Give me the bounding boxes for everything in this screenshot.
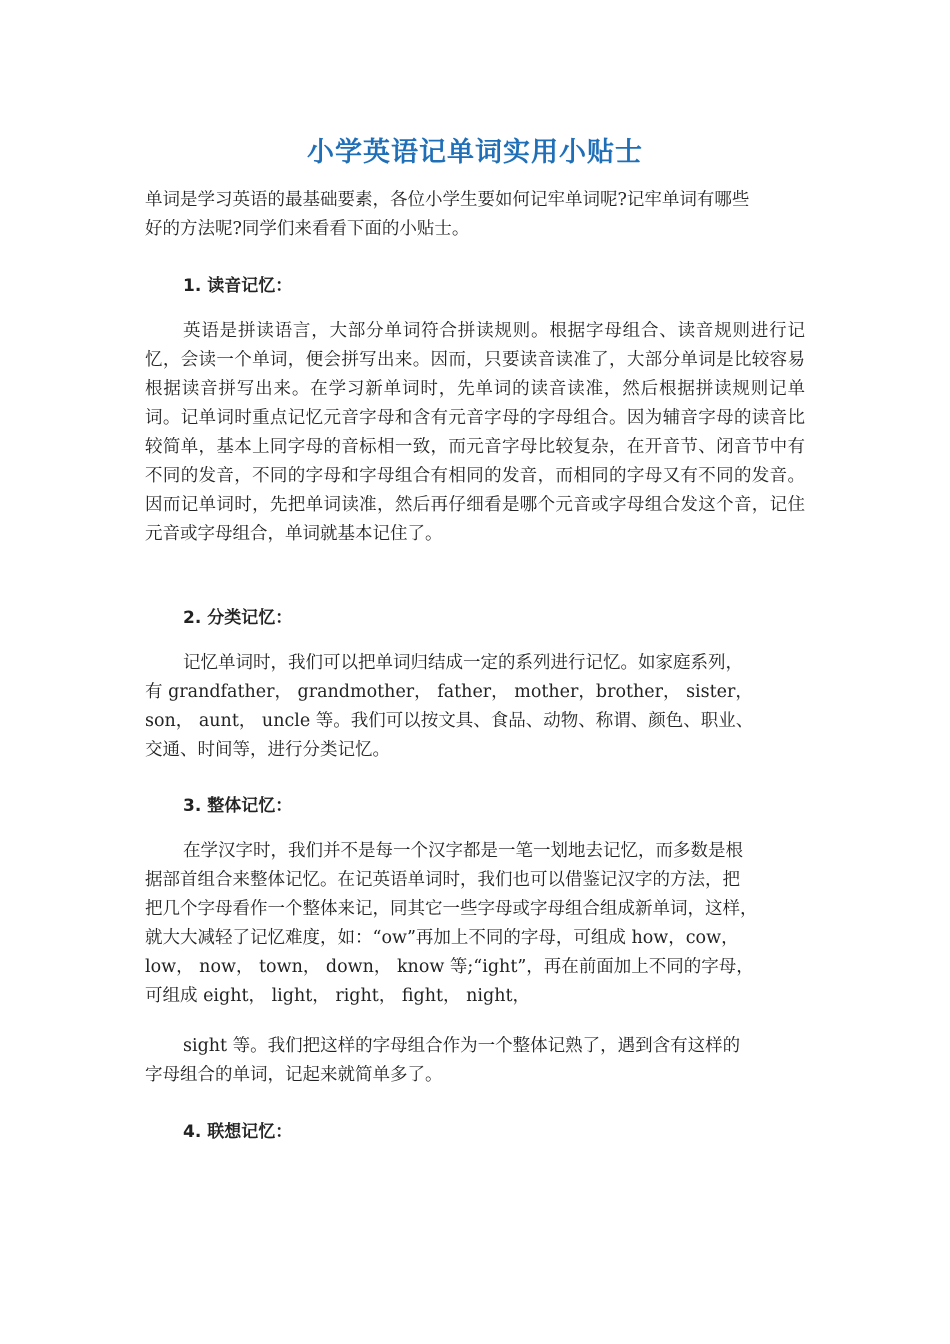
- paragraph-line: sight 等。我们把这样的字母组合作为一个整体记熟了，遇到含有这样的: [183, 1036, 741, 1056]
- intro-paragraph: [145, 186, 805, 244]
- intro-line: 单词是学习英语的最基础要素，各位小学生要如何记牢单词呢?记牢单词有哪些: [145, 190, 750, 210]
- paragraph-line: low， now， town， down， know 等;“ight”，再在前面加上不同的字母，: [145, 957, 754, 977]
- section-paragraph-whole-continued: [145, 1032, 805, 1090]
- paragraph-line: 交通、时间等，进行分类记忆。: [145, 740, 390, 760]
- paragraph-line: 把几个字母看作一个整体来记，同其它一些字母或字母组合组成新单词，这样，: [145, 899, 758, 919]
- paragraph-line: son， aunt， uncle 等。我们可以按文具、食品、动物、称谓、颜色、职业、: [145, 711, 754, 731]
- paragraph-line: 记忆单词时，我们可以把单词归结成一定的系列进行记忆。如家庭系列，: [183, 653, 743, 673]
- paragraph-line: 可组成 eight， light， right， fight， night，: [145, 986, 530, 1006]
- intro-line: 好的方法呢?同学们来看看下面的小贴士。: [145, 219, 470, 239]
- paragraph-line: 在学汉字时，我们并不是每一个汉字都是一笔一划地去记忆，而多数是根: [183, 841, 743, 861]
- section-heading-association: 4. 联想记忆：: [183, 1122, 293, 1142]
- section-heading-reading: 1. 读音记忆：: [183, 276, 293, 296]
- paragraph-line: 字母组合的单词，记起来就简单多了。: [145, 1065, 443, 1085]
- section-paragraph-whole: [145, 837, 805, 1011]
- paragraph-line: 据部首组合来整体记忆。在记英语单词时，我们也可以借鉴记汉字的方法，把: [145, 870, 740, 890]
- section-heading-whole: 3. 整体记忆：: [183, 796, 293, 816]
- paragraph-line: 就大大减轻了记忆难度，如：“ow”再加上不同的字母，可组成 how，cow，: [145, 928, 739, 948]
- section-heading-category: 2. 分类记忆：: [183, 608, 293, 628]
- section-paragraph-category: [145, 649, 805, 765]
- section-paragraph-reading: 英语是拼读语言，大部分单词符合拼读规则。根据字母组合、读音规则进行记忆，会读一个单词，便会拼写出来。因而，只要读音读准了，大部分单词是比较容易根据读音拼写出来。在学习新单词时，先单词的读音读准，然后根据拼读规则记单词。记单词时重点记忆元音字母和含有元音字母的字母组合。因为辅音字母的读音比较简单，基本上同字母的音标相一致，而元音字母比较复杂，在开音节、闭音节中有不同的发音，不同的字母和字母组合有相同的发音，而相同的字母又有不同的发音。因而记单词时，先把单词读准，然后再仔细看是哪个元音或字母组合发这个音，记住元音或字母组合，单词就基本记住了。: [145, 321, 805, 544]
- paragraph-line: 有 grandfather， grandmother， father， mother，brother， sister，: [145, 682, 753, 702]
- document-title: 小学英语记单词实用小贴士: [307, 137, 643, 168]
